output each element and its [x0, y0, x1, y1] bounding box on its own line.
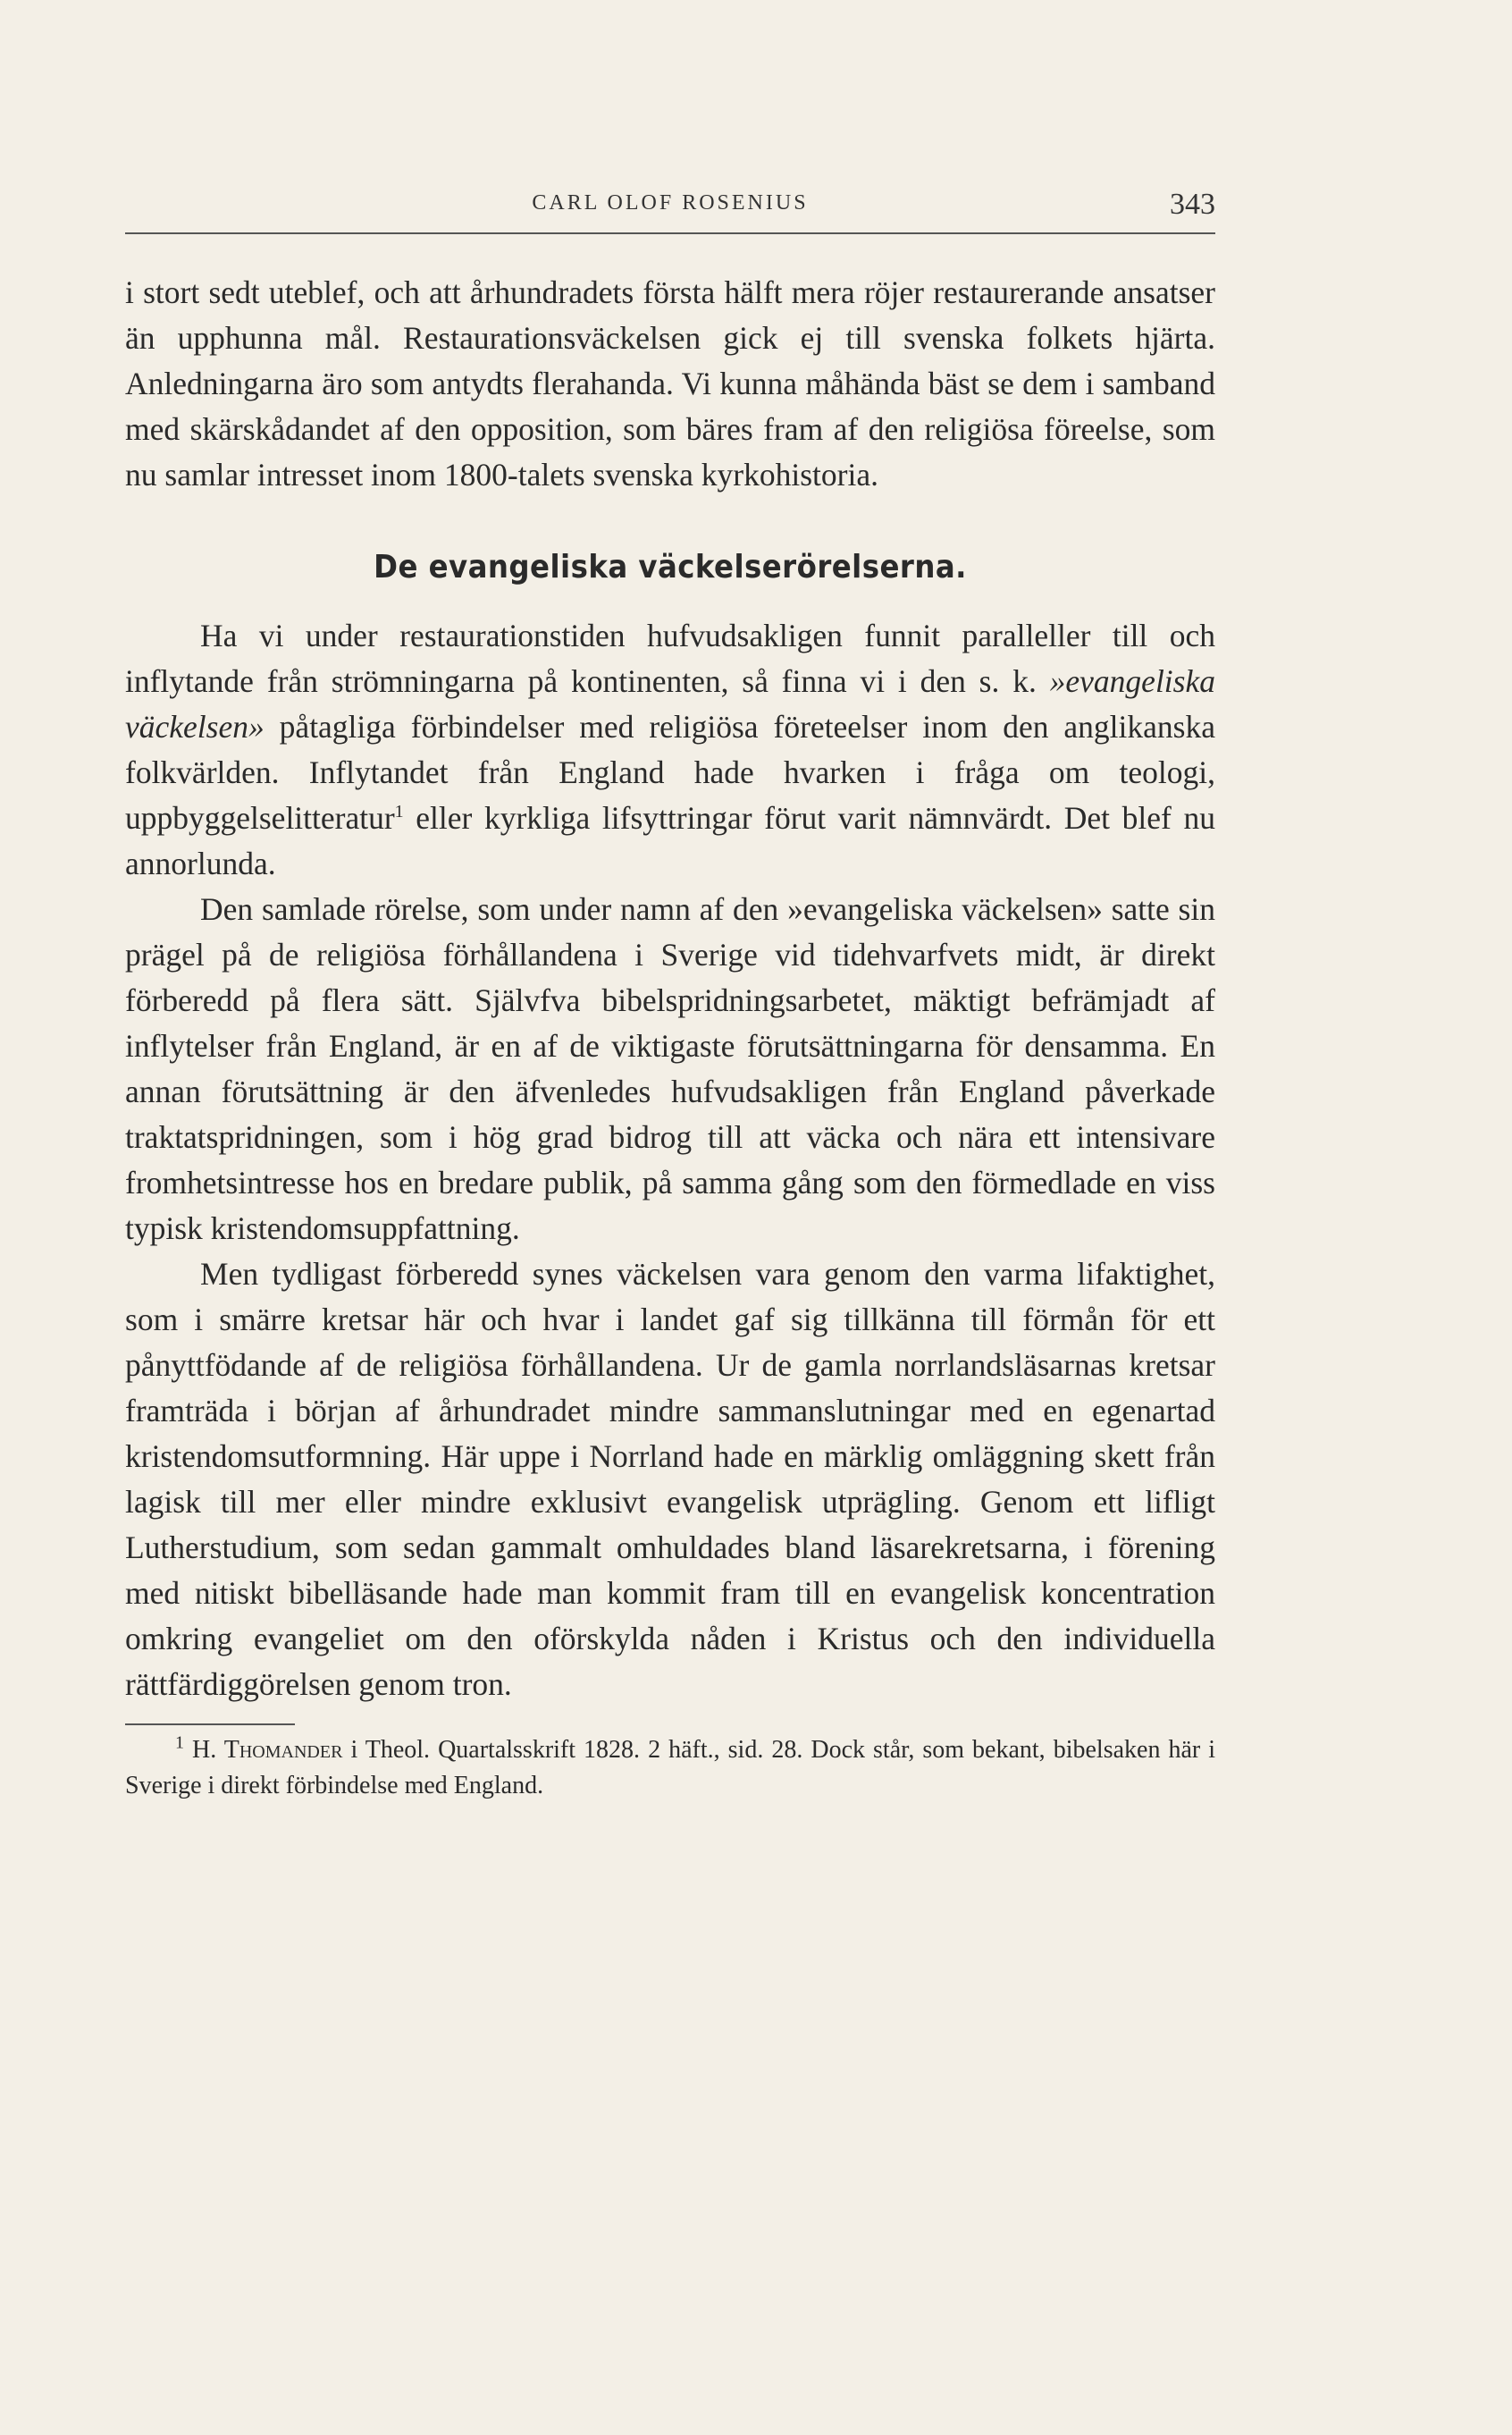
- footnote-divider: [125, 1723, 295, 1725]
- emphasis-evangeliska-vackelsen: »evangeliska väckelsen»: [125, 663, 1215, 745]
- intro-paragraph: i stort sedt uteblef, och att århundradets första hälft mera röjer restaurerande ansatser än upphunna mål. Restaurationsväckelsen gick ej till svenska folkets hjärta. Anledningarna äro som antydts flerahanda. Vi kunna måhända bäst se dem i samband med skärskådandet af den opposition, som bäres fram af den religiösa föreelse, som nu samlar intresset inom 1800-talets svenska kyrkohistoria.: [125, 274, 1215, 493]
- paragraph-1-text-b: påtagliga förbindelser med religiösa företeelser inom den anglikanska folkvärlden. Inflytandet från England hade hvarken i fråga om teologi, uppbyggelselitteratur: [125, 709, 1215, 836]
- paragraph-1-text-c: eller kyrkliga lifsyttringar förut varit nämnvärdt. Det blef nu annorlunda.: [125, 800, 1215, 881]
- footnote-reference: 1: [394, 802, 404, 822]
- footnote-marker: 1: [175, 1732, 184, 1753]
- paragraph-1-text-a: Ha vi under restaurationstiden hufvudsakligen funnit paralleller till och inflytande från strömningarna på kontinenten, så finna vi i den s. k.: [125, 618, 1215, 699]
- book-page: [125, 179, 1215, 1804]
- paragraph-3: Men tydligast förberedd synes väckelsen vara genom den varma lifaktighet, som i smärre kretsar här och hvar i landet gaf sig tillkänna till förmån för ett pånyttfödande af de religiösa förhållandena. Ur de gamla norrlandsläsarnas kretsar framträda i början af århundradet mindre sammanslutningar med en egenartad kristendomsutformning. Här uppe i Norrland hade en märklig omläggning skett från lagisk till mer eller mindre exklusivt evangelisk utprägling. Genom ett lifligt Lutherstudium, som sedan gammalt omhuldades bland läsarekretsarna, i förening med nitiskt bibelläsande hade man kommit fram till en evangelisk koncentration omkring evangeliet om den oförskylda nåden i Kristus och den individuella rättfärdiggörelsen genom tron.: [125, 1256, 1215, 1702]
- footnote-author: H. Thomander: [192, 1736, 343, 1764]
- section-heading: De evangeliska väckelserörelserna.: [374, 549, 967, 586]
- paragraph-2: Den samlade rörelse, som under namn af den »evangeliska väckelsen» satte sin prägel på de religiösa förhållandena i Sverige vid tidehvarfvets midt, är direkt förberedd på flera sätt. Självfva bibelspridningsarbetet, mäktigt befrämjadt af inflytelser från England, är en af de viktigaste förutsättningarna för densamma. En annan förutsättning är den äfvenledes hufvudsakligen från England påverkade traktatspridningen, som i hög grad bidrog till att väcka och nära ett intensivare fromhetsintresse hos en bredare publik, på samma gång som den förmedlade en viss typisk kristendomsuppfattning.: [125, 891, 1215, 1246]
- footnote-text: i Theol. Quartalsskrift 1828. 2 häft., sid. 28. Dock står, som bekant, bibelsaken här i Sverige i direkt förbindelse med England.: [125, 1736, 1216, 1799]
- paragraph-1: [125, 613, 1215, 887]
- body-text: [125, 270, 1215, 1707]
- running-header: [125, 179, 1215, 234]
- page-number: 343: [1170, 188, 1215, 221]
- footnote: [125, 1732, 1215, 1804]
- running-title: CARL OLOF ROSENIUS: [532, 191, 809, 215]
